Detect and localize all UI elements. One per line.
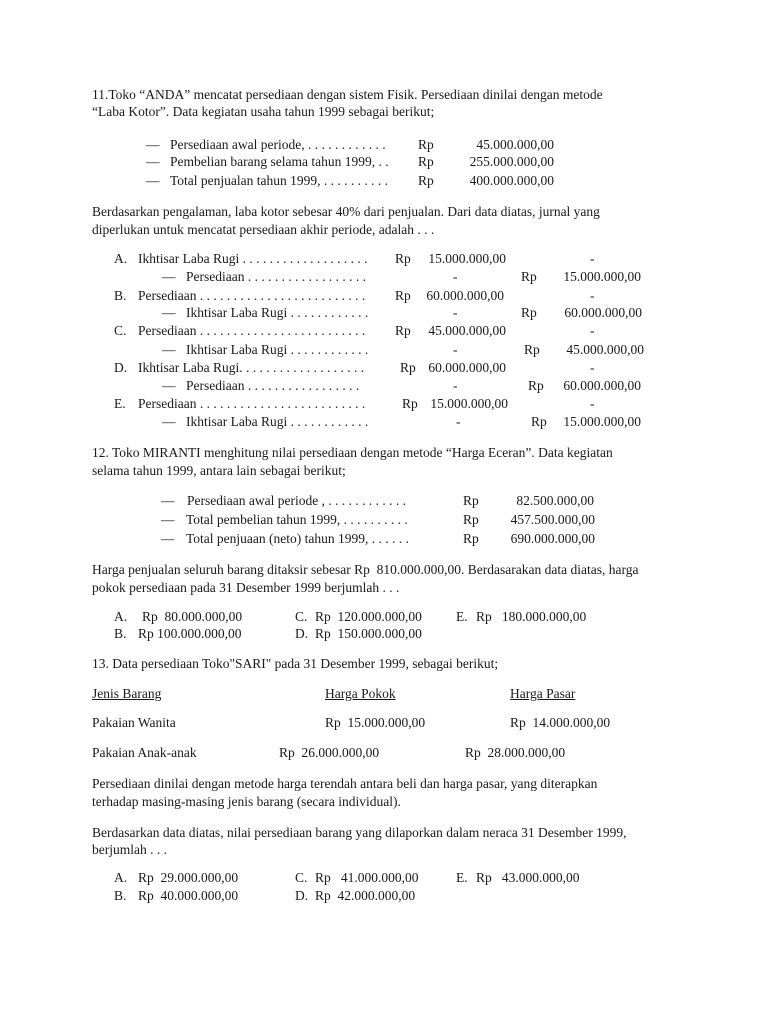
credit-amount: 15.000.000,00 — [563, 269, 641, 284]
q13-text: Persediaan dinilai dengan metode harga terendah antara beli dan harga pasar, yang diterapkan — [92, 776, 598, 791]
credit-amount: 15.000.000,00 — [563, 414, 641, 429]
q12-text: selama tahun 1999, antara lain sebagai berikut; — [92, 463, 346, 478]
q11-text: Berdasarkan pengalaman, laba kotor sebesar 40% dari penjualan. Dari data diatas, jurnal yang — [92, 204, 600, 219]
q13-text: 13. Data persediaan Toko"SARI" pada 31 Desember 1999, sebagai berikut; — [92, 656, 499, 671]
option-text: Rp 41.000.000,00 — [315, 870, 419, 885]
credit-account: Persediaan . . . . . . . . . . . . . . . . . . — [186, 269, 366, 284]
option-letter: E. — [456, 609, 468, 624]
nil: - — [453, 342, 458, 357]
option-text: Rp 180.000.000,00 — [476, 609, 587, 624]
cost: Rp 15.000.000,00 — [325, 715, 426, 730]
option-text: Rp 42.000.000,00 — [315, 888, 416, 903]
nil: - — [590, 251, 595, 266]
option-text: Rp 40.000.000,00 — [138, 888, 239, 903]
nil: - — [453, 378, 458, 393]
q11-text: diperlukan untuk mencatat persediaan akhir periode, adalah . . . — [92, 222, 435, 237]
option-text: Rp 100.000.000,00 — [138, 626, 242, 641]
credit-account: Ikhtisar Laba Rugi . . . . . . . . . . . . — [186, 305, 369, 320]
header-jenis-barang: Jenis Barang — [92, 686, 162, 701]
currency: Rp — [463, 531, 479, 546]
option-letter: E. — [114, 396, 126, 411]
option-letter: C. — [114, 323, 127, 338]
currency: Rp — [521, 269, 537, 284]
amount: 400.000.000,00 — [469, 173, 554, 188]
amount: 45.000.000,00 — [476, 137, 554, 152]
item-label: Persediaan awal periode, . . . . . . . . . . . . — [170, 137, 386, 152]
currency: Rp — [395, 288, 411, 303]
dash: — — [162, 269, 176, 284]
currency: Rp — [402, 396, 418, 411]
currency: Rp — [521, 305, 537, 320]
currency: Rp — [395, 251, 411, 266]
debit-amount: 15.000.000,00 — [430, 396, 508, 411]
q13-text: berjumlah . . . — [92, 842, 167, 857]
option-text: Rp 150.000.000,00 — [315, 626, 422, 641]
option-letter: B. — [114, 888, 127, 903]
credit-account: Ikhtisar Laba Rugi . . . . . . . . . . . . — [186, 342, 369, 357]
nil: - — [590, 323, 595, 338]
item-label: Persediaan awal periode , . . . . . . . . . . . . — [187, 493, 406, 508]
currency: Rp — [418, 154, 434, 169]
credit-account: Ikhtisar Laba Rugi . . . . . . . . . . . . — [186, 414, 369, 429]
item-label: Pembelian barang selama tahun 1999, . . — [170, 154, 389, 169]
item-name: Pakaian Wanita — [92, 715, 176, 730]
option-text: Rp 120.000.000,00 — [315, 609, 422, 624]
currency: Rp — [395, 323, 411, 338]
market: Rp 28.000.000,00 — [465, 745, 566, 760]
nil: - — [590, 396, 595, 411]
item-name: Pakaian Anak-anak — [92, 745, 197, 760]
dash: — — [161, 512, 175, 527]
debit-account: Persediaan . . . . . . . . . . . . . . . . . . . . . . . . . — [138, 323, 366, 338]
nil: - — [590, 288, 595, 303]
option-letter: D. — [114, 360, 128, 375]
amount: 255.000.000,00 — [469, 154, 554, 169]
credit-account: Persediaan . . . . . . . . . . . . . . . . . — [186, 378, 360, 393]
option-letter: C. — [295, 870, 308, 885]
option-letter: D. — [295, 626, 309, 641]
dash: — — [161, 493, 175, 508]
credit-amount: 45.000.000,00 — [566, 342, 644, 357]
option-letter: A. — [114, 870, 128, 885]
dash: — — [162, 342, 176, 357]
dash: — — [146, 173, 160, 188]
dash: — — [162, 414, 176, 429]
nil: - — [456, 414, 461, 429]
nil: - — [453, 305, 458, 320]
market: Rp 14.000.000,00 — [510, 715, 611, 730]
q11-text: 11.Toko “ANDA” mencatat persediaan dengan sistem Fisik. Persediaan dinilai dengan metode — [92, 87, 603, 102]
dash: — — [162, 378, 176, 393]
dash: — — [146, 137, 160, 152]
debit-account: Ikhtisar Laba Rugi . . . . . . . . . . . . . . . . . . . — [138, 251, 368, 266]
cost: Rp 26.000.000,00 — [279, 745, 380, 760]
debit-account: Ikhtisar Laba Rugi. . . . . . . . . . . . . . . . . . . — [138, 360, 365, 375]
debit-amount: 15.000.000,00 — [428, 251, 506, 266]
dash: — — [146, 154, 160, 169]
option-letter: E. — [456, 870, 468, 885]
debit-account: Persediaan . . . . . . . . . . . . . . . . . . . . . . . . . — [138, 396, 366, 411]
dash: — — [161, 531, 175, 546]
credit-amount: 60.000.000,00 — [564, 305, 642, 320]
debit-account: Persediaan . . . . . . . . . . . . . . . . . . . . . . . . . — [138, 288, 366, 303]
currency: Rp — [418, 137, 434, 152]
amount: 690.000.000,00 — [510, 531, 595, 546]
amount: 457.500.000,00 — [510, 512, 595, 527]
option-letter: D. — [295, 888, 309, 903]
currency: Rp — [528, 378, 544, 393]
option-text: Rp 80.000.000,00 — [142, 609, 243, 624]
header-harga-pokok: Harga Pokok — [325, 686, 396, 701]
item-label: Total penjualan tahun 1999, . . . . . . . . . . — [170, 173, 389, 188]
header-harga-pasar: Harga Pasar — [510, 686, 576, 701]
option-letter: B. — [114, 626, 127, 641]
nil: - — [590, 360, 595, 375]
option-text: Rp 43.000.000,00 — [476, 870, 580, 885]
debit-amount: 45.000.000,00 — [428, 323, 506, 338]
option-letter: B. — [114, 288, 127, 303]
option-letter: A. — [114, 251, 128, 266]
q12-text: Harga penjualan seluruh barang ditaksir sebesar Rp 810.000.000,00. Berdasarakan data diatas, harga — [92, 562, 639, 577]
currency: Rp — [400, 360, 416, 375]
credit-amount: 60.000.000,00 — [563, 378, 641, 393]
q12-text: pokok persediaan pada 31 Desember 1999 berjumlah . . . — [92, 580, 400, 595]
q13-text: terhadap masing-masing jenis barang (secara individual). — [92, 794, 401, 809]
q13-text: Berdasarkan data diatas, nilai persediaan barang yang dilaporkan dalam neraca 31 Desember 1999, — [92, 825, 627, 840]
item-label: Total penjuaan (neto) tahun 1999, . . . . . . — [186, 531, 409, 546]
q12-text: 12. Toko MIRANTI menghitung nilai persediaan dengan metode “Harga Eceran”. Data kegiatan — [92, 445, 613, 460]
currency: Rp — [531, 414, 547, 429]
nil: - — [453, 269, 458, 284]
q11-text: “Laba Kotor”. Data kegiatan usaha tahun 1999 sebagai berikut; — [92, 104, 435, 119]
debit-amount: 60.000.000,00 — [426, 288, 504, 303]
currency: Rp — [463, 512, 479, 527]
currency: Rp — [463, 493, 479, 508]
dash: — — [162, 305, 176, 320]
option-text: Rp 29.000.000,00 — [138, 870, 239, 885]
option-letter: A. — [114, 609, 128, 624]
amount: 82.500.000,00 — [516, 493, 594, 508]
currency: Rp — [418, 173, 434, 188]
option-letter: C. — [295, 609, 308, 624]
item-label: Total pembelian tahun 1999, . . . . . . . . . . — [186, 512, 408, 527]
currency: Rp — [524, 342, 540, 357]
debit-amount: 60.000.000,00 — [428, 360, 506, 375]
